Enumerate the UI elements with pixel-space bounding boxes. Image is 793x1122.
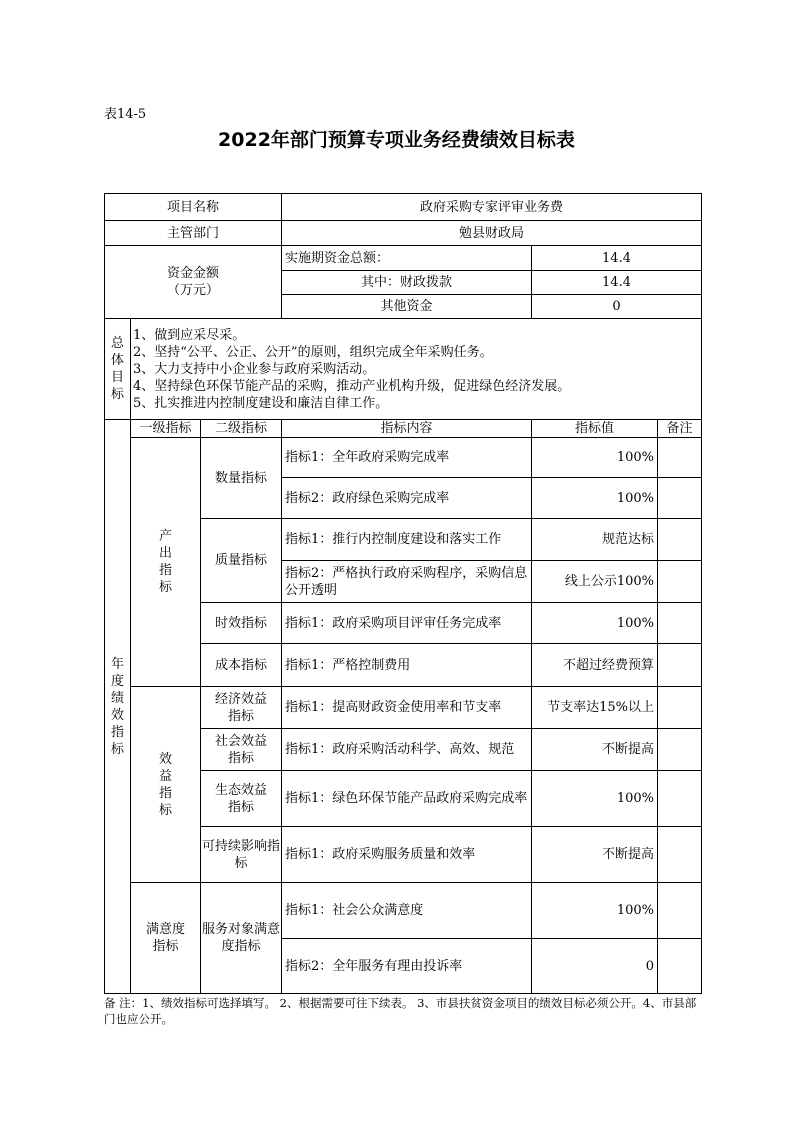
- goals-label-text: 总体目标: [110, 336, 124, 402]
- indicator-content: 指标2：全年服务有理由投诉率: [282, 939, 532, 994]
- fiscal-label: 其中：财政拨款: [282, 271, 532, 295]
- level2-cell: 成本指标: [201, 644, 282, 687]
- funds-unit: （万元）: [166, 283, 219, 298]
- indicator-content: 指标1：绿色环保节能产品政府采购完成率: [282, 771, 532, 827]
- indicator-content: 指标1：提高财政资金使用率和节支率: [282, 687, 532, 729]
- indicator-value: 100%: [532, 438, 658, 478]
- indicator-content: 指标1：政府采购项目评审任务完成率: [282, 603, 532, 644]
- indicator-value: 不超过经费预算: [532, 644, 658, 687]
- indicators-section-label: [105, 420, 131, 994]
- goal-item: 3、大力支持中小企业参与政府采购活动。: [133, 361, 376, 377]
- level1-output: [131, 438, 201, 687]
- project-name-label: 项目名称: [105, 194, 282, 221]
- level1-text: 效益指标: [158, 751, 172, 818]
- table-number: 表14-5: [104, 107, 147, 122]
- level2-cell: 质量指标: [201, 519, 282, 603]
- indicator-value: 不断提高: [532, 729, 658, 771]
- dept-label: 主管部门: [105, 221, 282, 246]
- remark-cell: [658, 883, 702, 939]
- indicator-value: 规范达标: [532, 519, 658, 561]
- remark-cell: [658, 438, 702, 478]
- funds-label-text: 资金金额: [166, 266, 219, 281]
- indicator-content: 指标1：政府采购服务质量和效率: [282, 827, 532, 883]
- other-value: 0: [532, 295, 702, 319]
- remark-cell: [658, 729, 702, 771]
- indicator-content: 指标1：全年政府采购完成率: [282, 438, 532, 478]
- remark-cell: [658, 519, 702, 561]
- level2-cell: 时效指标: [201, 603, 282, 644]
- level2-cell: 可持续影响指标: [201, 827, 282, 883]
- indicator-content: 指标2：政府绿色采购完成率: [282, 478, 532, 519]
- goal-item: 5、扎实推进内控制度建设和廉洁自律工作。: [133, 395, 389, 411]
- fiscal-value: 14.4: [532, 271, 702, 295]
- goal-item: 4、坚持绿色环保节能产品的采购，推动产业机构升级，促进绿色经济发展。: [133, 378, 571, 394]
- remark-cell: [658, 561, 702, 603]
- level2-cell: 数量指标: [201, 438, 282, 519]
- level1-benefit: [131, 687, 201, 883]
- indicator-content: 指标1：推行内控制度建设和落实工作: [282, 519, 532, 561]
- level2-cell: 社会效益指标: [201, 729, 282, 771]
- header-level1: 一级指标: [131, 420, 201, 438]
- header-remark: 备注: [658, 420, 702, 438]
- level2-cell: 服务对象满意度指标: [201, 883, 282, 994]
- performance-table: [104, 193, 702, 994]
- level1-satisfaction: 满意度指标: [131, 883, 201, 994]
- indicator-content: 指标1：社会公众满意度: [282, 883, 532, 939]
- goals-list: [131, 319, 702, 420]
- project-name: 政府采购专家评审业务费: [282, 194, 702, 221]
- remark-cell: [658, 827, 702, 883]
- total-label: 实施期资金总额：: [282, 246, 532, 271]
- remark-cell: [658, 771, 702, 827]
- remark-cell: [658, 478, 702, 519]
- indicator-value: 100%: [532, 883, 658, 939]
- indicator-value: 0: [532, 939, 658, 994]
- other-label: 其他资金: [282, 295, 532, 319]
- indicator-value: 100%: [532, 478, 658, 519]
- dept: 勉县财政局: [282, 221, 702, 246]
- remark-cell: [658, 644, 702, 687]
- goal-item: 1、做到应采尽采。: [133, 327, 246, 343]
- indicator-value: 节支率达15%以上: [532, 687, 658, 729]
- indicator-value: 100%: [532, 771, 658, 827]
- indicator-value: 不断提高: [532, 827, 658, 883]
- total-value: 14.4: [532, 246, 702, 271]
- level2-cell: 经济效益指标: [201, 687, 282, 729]
- indicator-value: 线上公示100%: [532, 561, 658, 603]
- section-label-text: 年度绩效指标: [110, 656, 124, 757]
- indicator-value: 100%: [532, 603, 658, 644]
- level1-text: 产出指标: [158, 529, 172, 595]
- page-title: 2022年部门预算专项业务经费绩效目标表: [218, 129, 575, 151]
- funds-label: [105, 246, 282, 319]
- footnote: 备 注：1、绩效指标可选择填写。 2、根据需要可往下续表。 3、市县扶贫资金项目的绩效目标必须公开。4、市县部门也应公开。: [104, 996, 697, 1026]
- level2-cell: 生态效益指标: [201, 771, 282, 827]
- remark-cell: [658, 939, 702, 994]
- remark-cell: [658, 687, 702, 729]
- goal-item: 2、坚持“公平、公正、公开”的原则，组织完成全年采购任务。: [133, 344, 493, 360]
- indicator-content: 指标1：严格控制费用: [282, 644, 532, 687]
- goals-label: [105, 319, 131, 420]
- indicator-content: 指标2：严格执行政府采购程序，采购信息公开透明: [282, 561, 532, 603]
- remark-cell: [658, 603, 702, 644]
- header-level2: 二级指标: [201, 420, 282, 438]
- header-content: 指标内容: [282, 420, 532, 438]
- indicator-content: 指标1：政府采购活动科学、高效、规范: [282, 729, 532, 771]
- header-value: 指标值: [532, 420, 658, 438]
